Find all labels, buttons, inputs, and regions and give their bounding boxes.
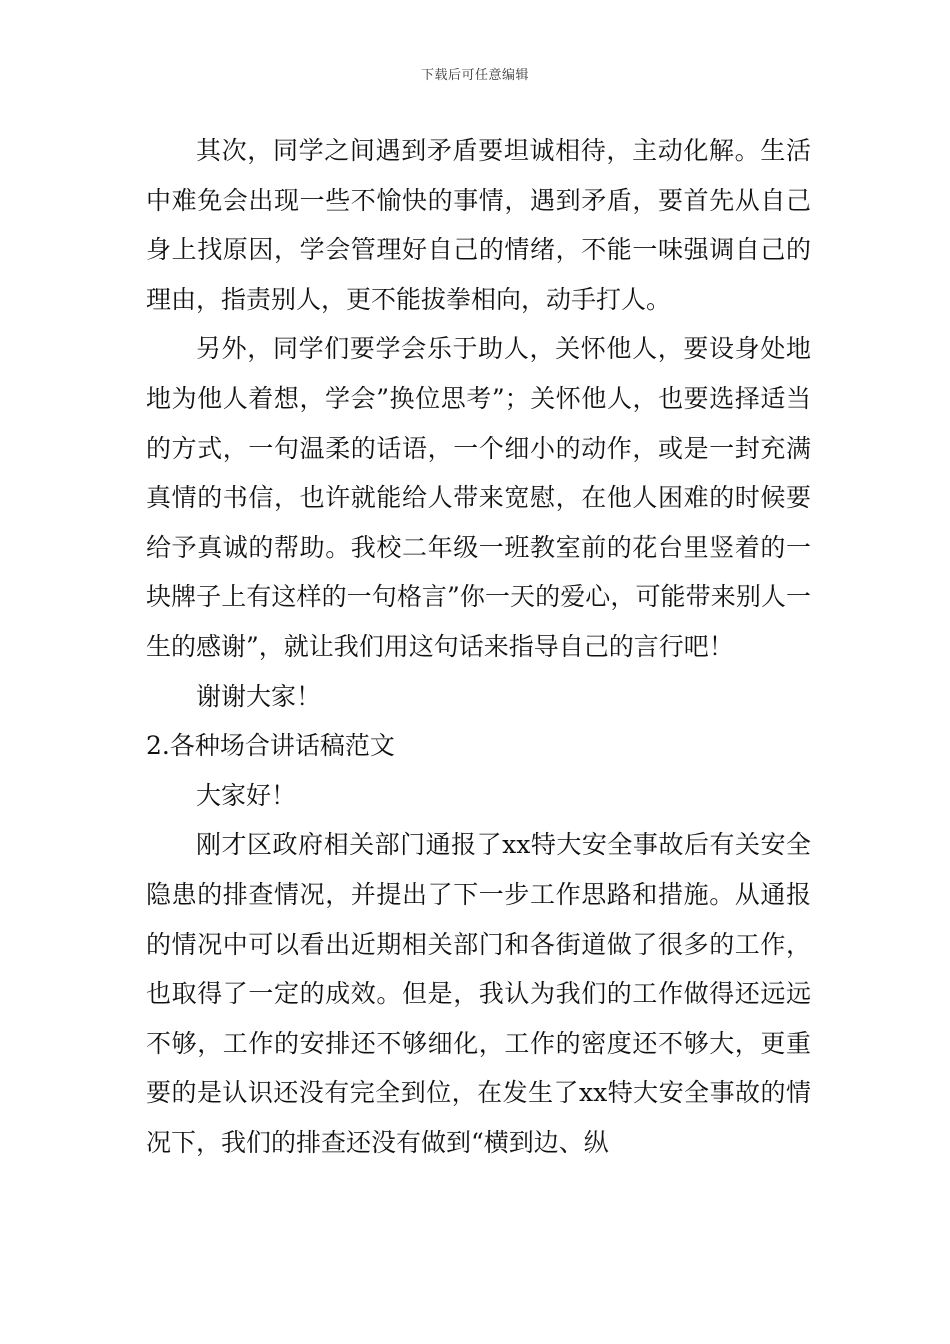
paragraph-helping-others: 另外，同学们要学会乐于助人，关怀他人，要设身处地地为他人着想，学会”换位思考”；关怀他人，也要选择适当的方式，一句温柔的话语，一个细小的动作，或是一封充满真情的书信，也许就能给人带来宽慰，在他人困难的时候要给予真诚的帮助。我校二年级一班教室前的花台里竖着的一块牌子上有这样的一句格言”你一天的爱心，可能带来别人一生的感谢”，就让我们用这句话来指导自己的言行吧！ bbox=[146, 334, 811, 661]
page-header-note: 下载后可任意编辑 bbox=[420, 68, 529, 83]
document-body bbox=[146, 126, 811, 1167]
paragraph-greeting: 大家好！ bbox=[196, 780, 297, 810]
section-heading: 2.各种场合讲话稿范文 bbox=[146, 731, 395, 761]
paragraph-safety-report: 刚才区政府相关部门通报了xx特大安全事故后有关安全隐患的排查情况，并提出了下一步工作思路和措施。从通报的情况中可以看出近期相关部门和各街道做了很多的工作，也取得了一定的成效。但是，我认为我们的工作做得还远远不够，工作的安排还不够细化，工作的密度还不够大，更重要的是认识还没有完全到位，在发生了xx特大安全事故的情况下，我们的排查还没有做到“横到边、纵 bbox=[146, 830, 811, 1157]
paragraph-conflict-resolution: 其次，同学之间遇到矛盾要坦诚相待，主动化解。生活中难免会出现一些不愉快的事情，遇到矛盾，要首先从自己身上找原因，学会管理好自己的情绪，不能一味强调自己的理由，指责别人，更不能拔拳相向，动手打人。 bbox=[146, 136, 811, 314]
paragraph-thanks: 谢谢大家！ bbox=[196, 681, 322, 711]
